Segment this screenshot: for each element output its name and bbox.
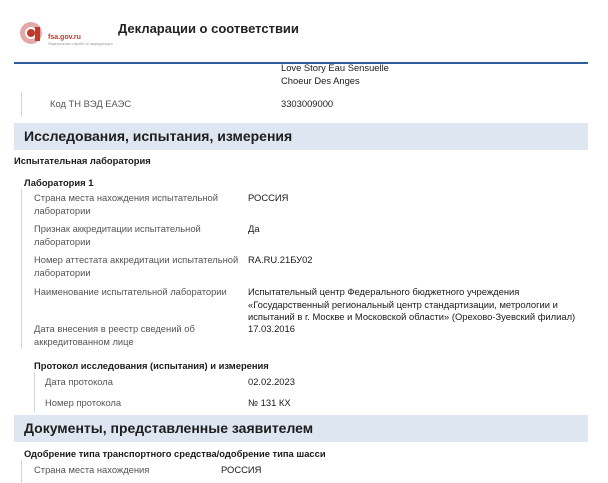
field-label: Дата внесения в реестр сведений об аккредитованном лице [34, 323, 195, 347]
lab-group-title: Испытательная лаборатория [14, 155, 151, 166]
field-value: РОССИЯ [221, 464, 262, 475]
field-value: РОССИЯ [248, 192, 289, 203]
lab-tree-line [21, 189, 22, 349]
page-title: Декларации о соответствии [118, 21, 299, 36]
section-documents-title: Документы, представленные заявителем [24, 420, 314, 436]
documents-group-title: Одобрение типа транспортного средства/одобрение типа шасси [24, 448, 326, 459]
field-label: Признак аккредитации испытательной лаборатории [34, 223, 201, 247]
fsa-logo[interactable] [18, 18, 113, 52]
fsa-logo-mark-icon [18, 18, 48, 48]
field-label: Дата протокола [45, 376, 113, 387]
field-label: Номер аттестата аккредитации испытательной лаборатории [34, 254, 239, 278]
documents-tree-line [21, 460, 22, 483]
logo-subtitle: Федеральная служба по аккредитации [48, 42, 113, 46]
field-value: Испытательный центр Федерального бюджетного учреждения «Государственный региональный центр стандартизации, метрологии и испытаний в г. Москве и Московской области» (Орехово-Зуевский филиал) [248, 286, 576, 322]
field-value: № 131 КХ [248, 397, 291, 408]
tree-line [21, 92, 22, 117]
field-value: Да [248, 223, 260, 234]
protocol-tree-line [34, 372, 35, 412]
field-label: Страна места нахождения испытательной лаборатории [34, 192, 218, 216]
logo-site-text: fsa.gov.ru [48, 34, 81, 41]
section-research-title: Исследования, испытания, измерения [24, 128, 293, 144]
tn-ved-label: Код ТН ВЭД ЕАЭС [50, 98, 132, 109]
product-name-2: Choeur Des Anges [281, 75, 360, 86]
tn-ved-value: 3303009000 [281, 98, 334, 109]
field-value: 17.03.2016 [248, 323, 295, 334]
field-label: Номер протокола [45, 397, 122, 408]
field-value: 02.02.2023 [248, 376, 295, 387]
field-label: Страна места нахождения [34, 464, 150, 475]
section-documents-header [14, 415, 588, 442]
page-header [0, 0, 608, 62]
protocol-title: Протокол исследования (испытания) и измерения [34, 360, 269, 371]
product-name-1: Love Story Eau Sensuelle [281, 62, 389, 73]
lab-title: Лаборатория 1 [24, 177, 94, 188]
section-research-header [14, 123, 588, 150]
field-label: Наименование испытательной лаборатории [34, 286, 227, 297]
field-value: RA.RU.21БУ02 [248, 254, 313, 265]
